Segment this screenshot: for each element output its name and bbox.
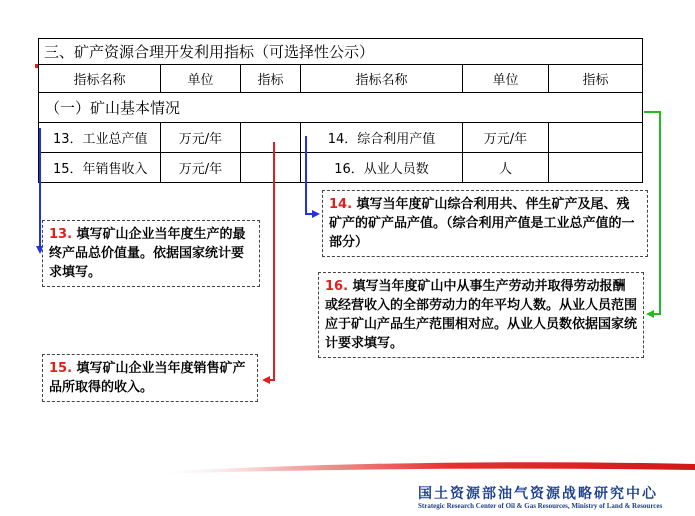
- table-title: 三、矿产资源合理开发利用指标（可选择性公示）: [39, 39, 643, 65]
- header-value-2: 指标: [549, 65, 643, 93]
- note-14-text: 填写当年度矿山综合利用共、伴生矿产及尾、残矿产的矿产品产值。（综合利用产值是工业总产值的一部分）: [329, 197, 635, 250]
- header-unit-1: 单位: [161, 65, 241, 93]
- org-name-english: Strategic Research Center of Oil & Gas Resources, Ministry of Land & Resources: [418, 502, 663, 510]
- row-13-value: [241, 123, 301, 153]
- note-13-number: 13.: [49, 227, 73, 242]
- note-16-text: 填写当年度矿山中从事生产劳动并取得劳动报酬或经营收入的全部劳动力的年平均人数。从业人员范围应于矿山产品生产范围相对应。从业人员数依据国家统计要求填写。: [325, 279, 638, 351]
- note-15-number: 15.: [49, 361, 73, 376]
- note-14: [322, 190, 648, 257]
- note-15: [42, 354, 258, 402]
- note-13-text: 填写矿山企业当年度生产的最终产品总价值量。依据国家统计要求填写。: [49, 227, 246, 280]
- org-name-chinese: 国土资源部油气资源战略研究中心: [418, 486, 658, 502]
- header-value-1: 指标: [241, 65, 301, 93]
- note-14-number: 14.: [329, 197, 353, 212]
- row-13-name: 13．工业总产值: [39, 123, 161, 153]
- row-14-unit: 万元/年: [463, 123, 549, 153]
- row-15-value: [241, 153, 301, 183]
- row-16-name: 16．从业人员数: [301, 153, 463, 183]
- note-13: [42, 220, 260, 287]
- row-14-name: 14．综合利用产值: [301, 123, 463, 153]
- table-header-row: [39, 65, 643, 93]
- table-row: [39, 153, 643, 183]
- row-13-unit: 万元/年: [161, 123, 241, 153]
- footer-swoosh: [0, 440, 695, 480]
- row-15-unit: 万元/年: [161, 153, 241, 183]
- header-name-1: 指标名称: [39, 65, 161, 93]
- note-16: [318, 272, 644, 358]
- header-unit-2: 单位: [463, 65, 549, 93]
- row-16-value: [549, 153, 643, 183]
- row-14-value: [549, 123, 643, 153]
- note-16-number: 16.: [325, 279, 349, 294]
- row-15-name: 15．年销售收入: [39, 153, 161, 183]
- indicator-table: [38, 38, 643, 183]
- note-15-text: 填写矿山企业当年度销售矿产品所取得的收入。: [49, 361, 246, 395]
- row-16-unit: 人: [463, 153, 549, 183]
- table-row: [39, 123, 643, 153]
- header-name-2: 指标名称: [301, 65, 463, 93]
- section-title: （一）矿山基本情况: [39, 93, 643, 123]
